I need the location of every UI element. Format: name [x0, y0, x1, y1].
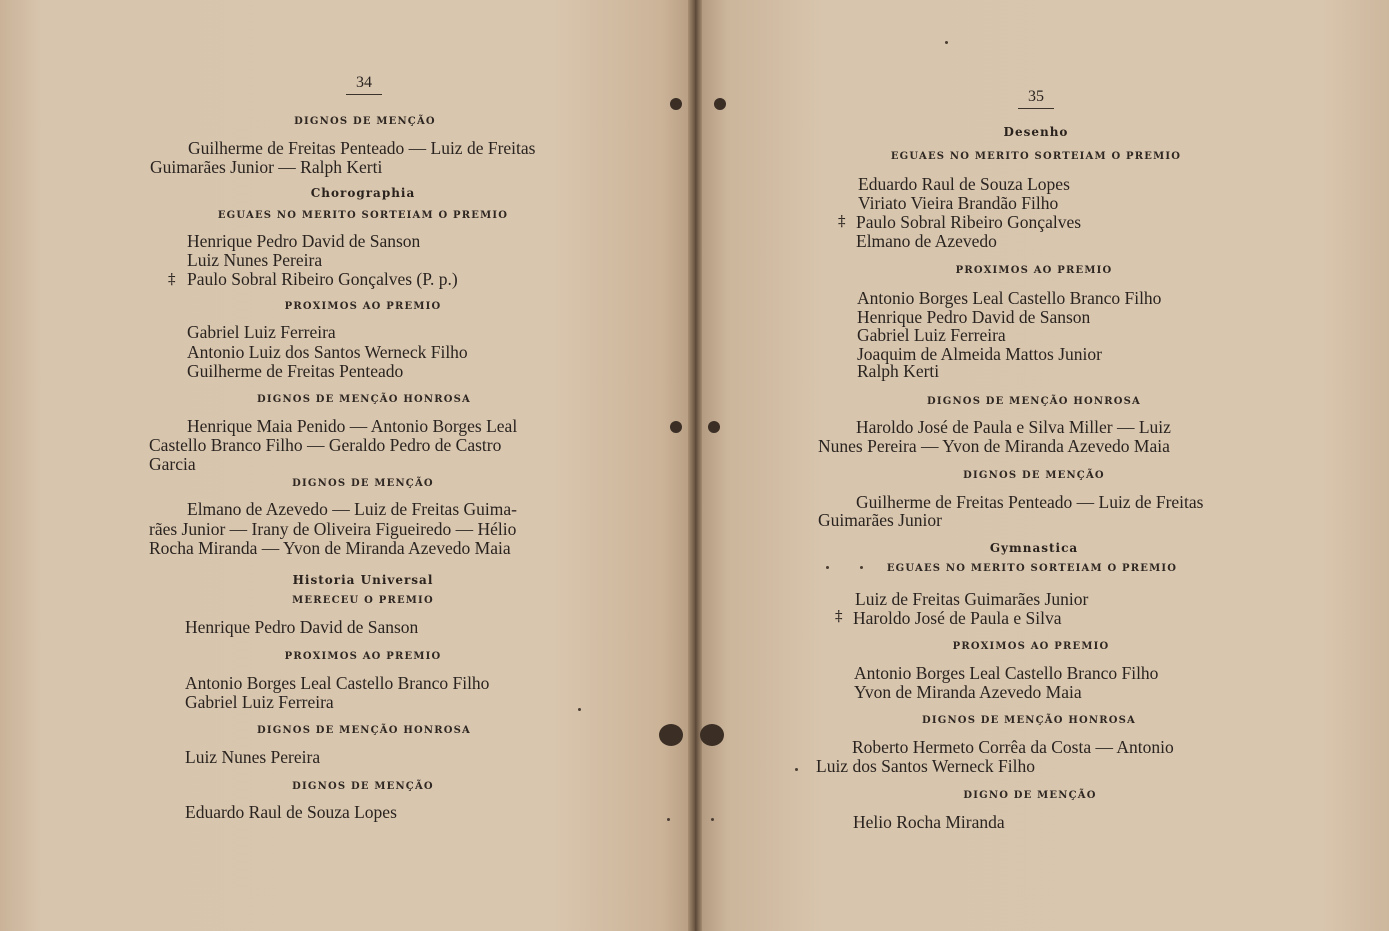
section-subheading: DIGNOS DE MENÇÃO — [292, 781, 434, 792]
list-item: Yvon de Miranda Azevedo Maia — [854, 682, 1082, 702]
text-line: Roberto Hermeto Corrêa da Costa — Antonio — [852, 737, 1174, 757]
list-item: Joaquim de Almeida Mattos Junior — [857, 344, 1102, 364]
text-line: Luiz dos Santos Werneck Filho — [816, 756, 1035, 776]
section-subheading: DIGNOS DE MENÇÃO HONROSA — [921, 715, 1137, 726]
dagger-mark: ‡ — [835, 607, 843, 625]
section-subheading: DIGNO DE MENÇÃO — [963, 790, 1097, 801]
book-gutter — [688, 0, 702, 931]
list-item: Antonio Borges Leal Castello Branco Filho — [857, 288, 1162, 308]
binding-hole — [670, 98, 682, 110]
paper-speck — [578, 708, 581, 711]
text-line: Elmano de Azevedo — Luiz de Freitas Guima- — [187, 499, 517, 519]
list-item: Helio Rocha Miranda — [853, 812, 1005, 832]
section-subheading: DIGNOS DE MENÇÃO HONROSA — [926, 396, 1142, 407]
subject-heading: Historia Universal — [292, 573, 434, 587]
section-subheading: PROXIMOS AO PREMIO — [284, 301, 442, 312]
list-item: Antonio Borges Leal Castello Branco Filho — [185, 673, 490, 693]
subject-heading: Desenho — [1003, 125, 1069, 139]
paper-speck — [860, 566, 863, 569]
list-item: Eduardo Raul de Souza Lopes — [858, 174, 1070, 194]
binding-hole — [714, 98, 726, 110]
section-subheading: PROXIMOS AO PREMIO — [955, 265, 1113, 276]
section-subheading: PROXIMOS AO PREMIO — [952, 641, 1110, 652]
paper-speck — [711, 818, 714, 821]
dagger-mark: ‡ — [168, 270, 176, 288]
text-line: Guimarães Junior — Ralph Kerti — [150, 157, 383, 177]
binding-hole — [670, 421, 682, 433]
subject-heading: Chorographia — [310, 186, 416, 200]
list-item: Antonio Luiz dos Santos Werneck Filho — [187, 342, 468, 362]
text-line: Castello Branco Filho — Geraldo Pedro de Castro — [149, 435, 502, 455]
list-item: Paulo Sobral Ribeiro Gonçalves (P. p.) — [187, 269, 458, 289]
page-number-rule — [1018, 108, 1054, 109]
list-item: Paulo Sobral Ribeiro Gonçalves — [856, 212, 1082, 232]
subject-heading: Gymnastica — [989, 541, 1079, 555]
text-line: Rocha Miranda — Yvon de Miranda Azevedo Maia — [149, 538, 511, 558]
page-number-text: 35 — [1028, 88, 1044, 105]
list-item: Gabriel Luiz Ferreira — [185, 692, 334, 712]
list-item: Gabriel Luiz Ferreira — [187, 322, 336, 342]
list-item: Gabriel Luiz Ferreira — [857, 325, 1006, 345]
section-subheading: EGUAES NO MERITO SORTEIAM O PREMIO — [890, 151, 1182, 162]
list-item: Guilherme de Freitas Penteado — [187, 361, 404, 381]
paper-speck — [945, 41, 948, 44]
page-number-text: 34 — [356, 74, 372, 91]
section-subheading: EGUAES NO MERITO SORTEIAM O PREMIO — [217, 210, 509, 221]
text-line: Guimarães Junior — [818, 510, 942, 530]
text-line: rães Junior — Irany de Oliveira Figueiredo — Hélio — [149, 519, 517, 539]
text-line: Nunes Pereira — Yvon de Miranda Azevedo Maia — [818, 436, 1170, 456]
list-item: Luiz Nunes Pereira — [185, 747, 321, 767]
section-subheading: DIGNOS DE MENÇÃO HONROSA — [256, 394, 472, 405]
page-number-rule — [346, 94, 382, 95]
list-item: Viriato Vieira Brandão Filho — [858, 193, 1059, 213]
text-line: Guilherme de Freitas Penteado — Luiz de Freitas — [188, 138, 536, 158]
page-number — [1006, 88, 1066, 109]
section-subheading: PROXIMOS AO PREMIO — [284, 651, 442, 662]
binding-hole — [708, 421, 720, 433]
binding-hole — [700, 724, 724, 746]
paper-speck — [826, 566, 829, 569]
page-number — [334, 74, 394, 95]
list-item: Henrique Pedro David de Sanson — [187, 231, 421, 251]
dagger-mark: ‡ — [838, 212, 846, 230]
section-subheading: MERECEU O PREMIO — [292, 595, 434, 606]
section-subheading: EGUAES NO MERITO SORTEIAM O PREMIO — [886, 563, 1178, 574]
text-line: Guilherme de Freitas Penteado — Luiz de Freitas — [856, 492, 1204, 512]
list-item: Henrique Pedro David de Sanson — [857, 307, 1091, 327]
text-line: Henrique Maia Penido — Antonio Borges Leal — [187, 416, 518, 436]
list-item: Haroldo José de Paula e Silva — [853, 608, 1062, 628]
list-item: Eduardo Raul de Souza Lopes — [185, 802, 397, 822]
list-item: Luiz de Freitas Guimarães Junior — [855, 589, 1089, 609]
list-item: Luiz Nunes Pereira — [187, 250, 323, 270]
binding-hole — [659, 724, 683, 746]
list-item: Antonio Borges Leal Castello Branco Filho — [854, 663, 1159, 683]
section-subheading: DIGNOS DE MENÇÃO — [294, 116, 436, 127]
list-item: Ralph Kerti — [857, 361, 940, 381]
paper-speck — [667, 818, 670, 821]
section-subheading: DIGNOS DE MENÇÃO — [963, 470, 1105, 481]
list-item: Henrique Pedro David de Sanson — [185, 617, 419, 637]
text-line: Haroldo José de Paula e Silva Miller — Luiz — [856, 417, 1171, 437]
text-line: Garcia — [149, 454, 196, 474]
section-subheading: DIGNOS DE MENÇÃO HONROSA — [256, 725, 472, 736]
section-subheading: DIGNOS DE MENÇÃO — [292, 478, 434, 489]
paper-speck — [795, 768, 798, 771]
list-item: Elmano de Azevedo — [856, 231, 997, 251]
